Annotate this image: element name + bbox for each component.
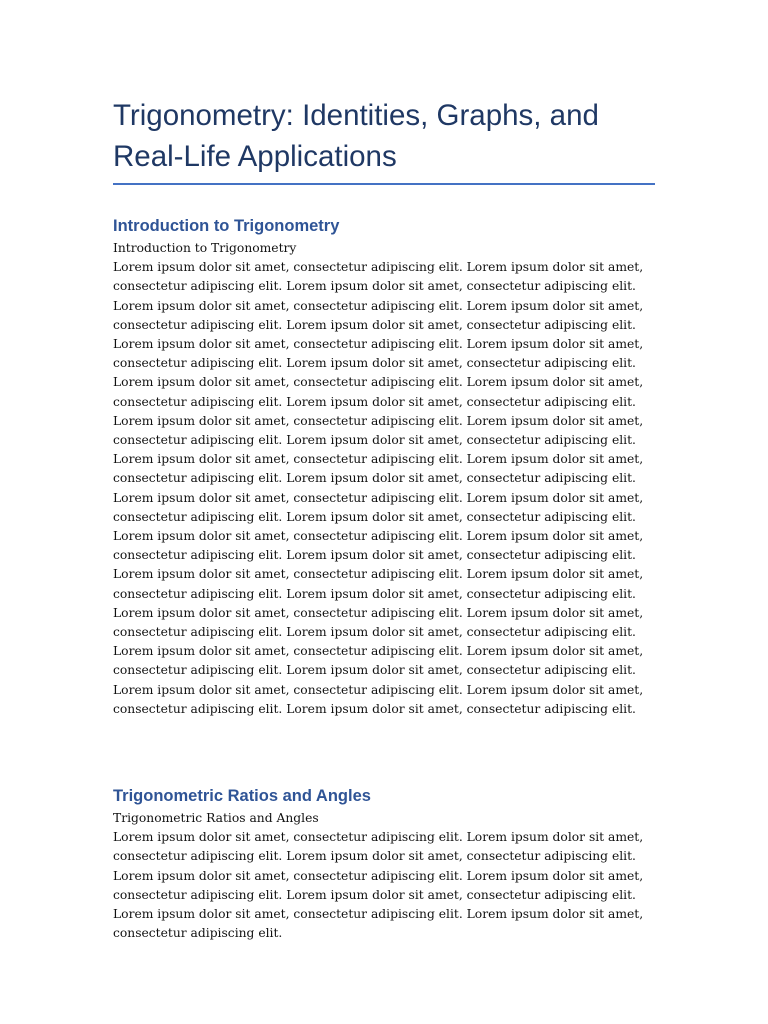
title-divider xyxy=(113,183,655,185)
document-title: Trigonometry: Identities, Graphs, and Real-Life Applications xyxy=(113,99,599,173)
section-subtitle: Trigonometric Ratios and Angles xyxy=(113,811,319,825)
section-introduction xyxy=(113,215,655,719)
section-heading: Introduction to Trigonometry xyxy=(113,217,340,235)
section-heading: Trigonometric Ratios and Angles xyxy=(113,787,371,805)
section-subtitle: Introduction to Trigonometry xyxy=(113,241,297,255)
section-body: Lorem ipsum dolor sit amet, consectetur adipiscing elit. Lorem ipsum dolor sit amet, consectetur adipiscing elit. Lorem ipsum dolor sit amet, consectetur adipiscing elit. Lorem ipsum dolor sit amet, consectetur adipiscing elit. Lorem ipsum dolor sit amet, consectetur adipiscing elit. Lorem ipsum dolor sit amet, consectetur adipiscing elit. Lorem ipsum dolor sit amet, consectetur adipiscing elit. Lorem ipsum dolor sit amet, consectetur adipiscing elit. xyxy=(113,830,644,941)
section-body: Lorem ipsum dolor sit amet, consectetur adipiscing elit. Lorem ipsum dolor sit amet, consectetur adipiscing elit. Lorem ipsum dolor sit amet, consectetur adipiscing elit. Lorem ipsum dolor sit amet, consectetur adipiscing elit. Lorem ipsum dolor sit amet, consectetur adipiscing elit. Lorem ipsum dolor sit amet, consectetur adipiscing elit. Lorem ipsum dolor sit amet, consectetur adipiscing elit. Lorem ipsum dolor sit amet, consectetur adipiscing elit. Lorem ipsum dolor sit amet, consectetur adipiscing elit. Lorem ipsum dolor sit amet, consectetur adipiscing elit. Lorem ipsum dolor sit amet, consectetur adipiscing elit. Lorem ipsum dolor sit amet, consectetur adipiscing elit. Lorem ipsum dolor sit amet, consectetur adipiscing elit. Lorem ipsum dolor sit amet, consectetur adipiscing elit. Lorem ipsum dolor sit amet, consectetur adipiscing elit. Lorem ipsum dolor sit amet, consectetur adipiscing elit. Lorem ipsum dolor sit amet, consectetur adipiscing elit. Lorem ipsum dolor sit amet, consectetur adipiscing elit. Lorem ipsum dolor sit amet, consectetur adipiscing elit. Lorem ipsum dolor sit amet, consectetur adipiscing elit. Lorem ipsum dolor sit amet, consectetur adipiscing elit. Lorem ipsum dolor sit amet, consectetur adipiscing elit. Lorem ipsum dolor sit amet, consectetur adipiscing elit. Lorem ipsum dolor sit amet, consectetur adipiscing elit. Lorem ipsum dolor sit amet, consectetur adipiscing elit. Lorem ipsum dolor sit amet, consectetur adipiscing elit. Lorem ipsum dolor sit amet, consectetur adipiscing elit. Lorem ipsum dolor sit amet, consectetur adipiscing elit. Lorem ipsum dolor sit amet, consectetur adipiscing elit. Lorem ipsum dolor sit amet, consectetur adipiscing elit. Lorem ipsum dolor sit amet, consectetur adipiscing elit. Lorem ipsum dolor sit amet, consectetur adipiscing elit. Lorem ipsum dolor sit amet, consectetur adipiscing elit. Lorem ipsum dolor sit amet, consectetur adipiscing elit. Lorem ipsum dolor sit amet, consectetur adipiscing elit. Lorem ipsum dolor sit amet, consectetur adipiscing elit. xyxy=(113,260,644,716)
section-ratios-angles xyxy=(113,785,655,943)
document-page xyxy=(113,0,655,941)
